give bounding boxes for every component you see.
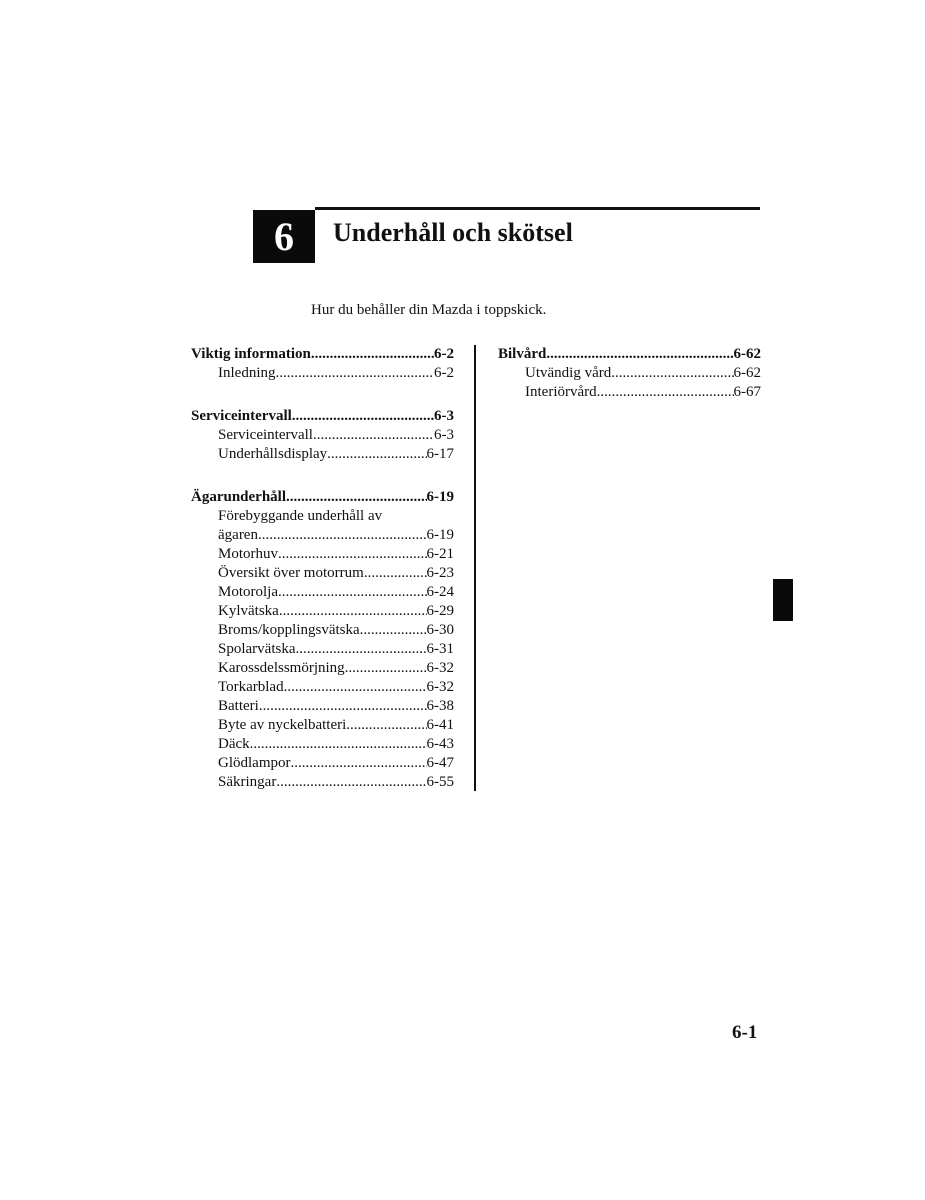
toc-entry-page: 6-24 bbox=[426, 584, 454, 600]
toc-entry-page: 6-19 bbox=[426, 527, 454, 543]
toc-heading[interactable] bbox=[191, 488, 454, 507]
toc-entry-label: ägaren bbox=[218, 527, 258, 543]
toc-entry[interactable] bbox=[191, 445, 454, 464]
toc-entry[interactable] bbox=[191, 564, 454, 583]
page-number: 6-1 bbox=[732, 1022, 758, 1043]
toc-entry-label: Motorolja bbox=[218, 584, 278, 600]
toc-heading[interactable] bbox=[191, 345, 454, 364]
toc-entry[interactable] bbox=[191, 735, 454, 754]
toc-entry-page: 6-62 bbox=[733, 365, 761, 381]
toc-entry-label: Serviceintervall bbox=[218, 427, 313, 443]
toc-entry[interactable] bbox=[191, 526, 454, 545]
toc-heading[interactable] bbox=[498, 345, 761, 364]
toc-entry[interactable] bbox=[191, 602, 454, 621]
toc-entry[interactable] bbox=[191, 659, 454, 678]
toc-entry[interactable] bbox=[191, 640, 454, 659]
toc-entry-label: Däck bbox=[218, 736, 250, 752]
toc-entry-label: Byte av nyckelbatteri bbox=[218, 717, 347, 733]
toc-entry-label: Inledning bbox=[218, 365, 276, 381]
toc-entry[interactable] bbox=[191, 583, 454, 602]
toc-entry[interactable] bbox=[191, 545, 454, 564]
toc-entry-page: 6-41 bbox=[426, 717, 454, 733]
toc-entry[interactable] bbox=[498, 364, 761, 383]
chapter-number: 6 bbox=[274, 214, 294, 259]
toc-entry-label: Översikt över motorrum bbox=[218, 565, 364, 581]
toc-entry-page: 6-23 bbox=[426, 565, 454, 581]
toc-entry-page: 6-2 bbox=[434, 365, 454, 381]
toc-entry[interactable] bbox=[191, 754, 454, 773]
chapter-thumb-tab bbox=[773, 579, 793, 621]
toc-entry-page: 6-3 bbox=[434, 427, 454, 443]
chapter-title: Underhåll och skötsel bbox=[333, 218, 573, 247]
toc-entry-label: Säkringar bbox=[218, 774, 277, 790]
toc-entry-page: 6-32 bbox=[426, 679, 454, 695]
toc-heading-label: Ägarunderhåll bbox=[191, 489, 287, 505]
toc-heading-label: Viktig information bbox=[191, 346, 311, 362]
toc-entry-page: 6-32 bbox=[426, 660, 454, 676]
toc-entry[interactable] bbox=[191, 697, 454, 716]
toc-section-viktig-information bbox=[191, 345, 454, 383]
column-divider bbox=[474, 345, 476, 791]
chapter-number-box bbox=[253, 210, 315, 263]
toc-section-agarunderhall bbox=[191, 488, 454, 792]
toc-entry[interactable] bbox=[191, 716, 454, 735]
toc-entry-label: Motorhuv bbox=[218, 546, 278, 562]
toc-entry-label: Spolarvätska bbox=[218, 641, 296, 657]
toc-entry[interactable] bbox=[191, 364, 454, 383]
toc-entry-label: Glödlampor bbox=[218, 755, 291, 771]
toc-section-bilvard bbox=[498, 345, 761, 402]
toc-entry[interactable] bbox=[191, 426, 454, 445]
toc-entry-page: 6-67 bbox=[733, 384, 761, 400]
toc-entry-label: Underhållsdisplay bbox=[218, 446, 328, 462]
toc-heading-page: 6-2 bbox=[434, 346, 454, 362]
toc-heading-page: 6-19 bbox=[426, 489, 454, 505]
chapter-header-rule bbox=[315, 207, 760, 210]
toc-heading-label: Bilvård bbox=[498, 346, 547, 362]
toc-entry-page: 6-55 bbox=[426, 774, 454, 790]
toc-entry-label: Kylvätska bbox=[218, 603, 279, 619]
toc-heading[interactable] bbox=[191, 407, 454, 426]
toc-heading-page: 6-62 bbox=[733, 346, 761, 362]
toc-heading-page: 6-3 bbox=[434, 408, 454, 424]
toc-entry-label: Broms/kopplingsvätska bbox=[218, 622, 360, 638]
toc-entry-page: 6-21 bbox=[426, 546, 454, 562]
toc-entry-page: 6-17 bbox=[426, 446, 454, 462]
toc-left-column bbox=[191, 345, 454, 792]
toc-entry-page: 6-43 bbox=[426, 736, 454, 752]
toc-entry-label: Interiörvård bbox=[525, 384, 597, 400]
toc-entry-label: Batteri bbox=[218, 698, 259, 714]
toc-entry[interactable] bbox=[191, 773, 454, 792]
toc-entry-label: Torkarblad bbox=[218, 679, 284, 695]
toc-entry-page: 6-29 bbox=[426, 603, 454, 619]
toc-entry-page: 6-30 bbox=[426, 622, 454, 638]
toc-entry-page: 6-47 bbox=[426, 755, 454, 771]
toc-entry[interactable] bbox=[498, 383, 761, 402]
toc-right-column bbox=[498, 345, 761, 402]
toc-entry-page: 6-31 bbox=[426, 641, 454, 657]
toc-entry-page: 6-38 bbox=[426, 698, 454, 714]
toc-entry[interactable] bbox=[191, 678, 454, 697]
toc-entry-first-line[interactable]: Förebyggande underhåll av bbox=[218, 508, 383, 524]
chapter-subtitle: Hur du behåller din Mazda i toppskick. bbox=[311, 302, 547, 318]
toc-heading-label: Serviceintervall bbox=[191, 408, 292, 424]
toc-entry-label: Utvändig vård bbox=[525, 365, 612, 381]
toc-entry-label: Karossdelssmörjning bbox=[218, 660, 345, 676]
toc-section-serviceintervall bbox=[191, 407, 454, 464]
toc-entry[interactable] bbox=[191, 621, 454, 640]
